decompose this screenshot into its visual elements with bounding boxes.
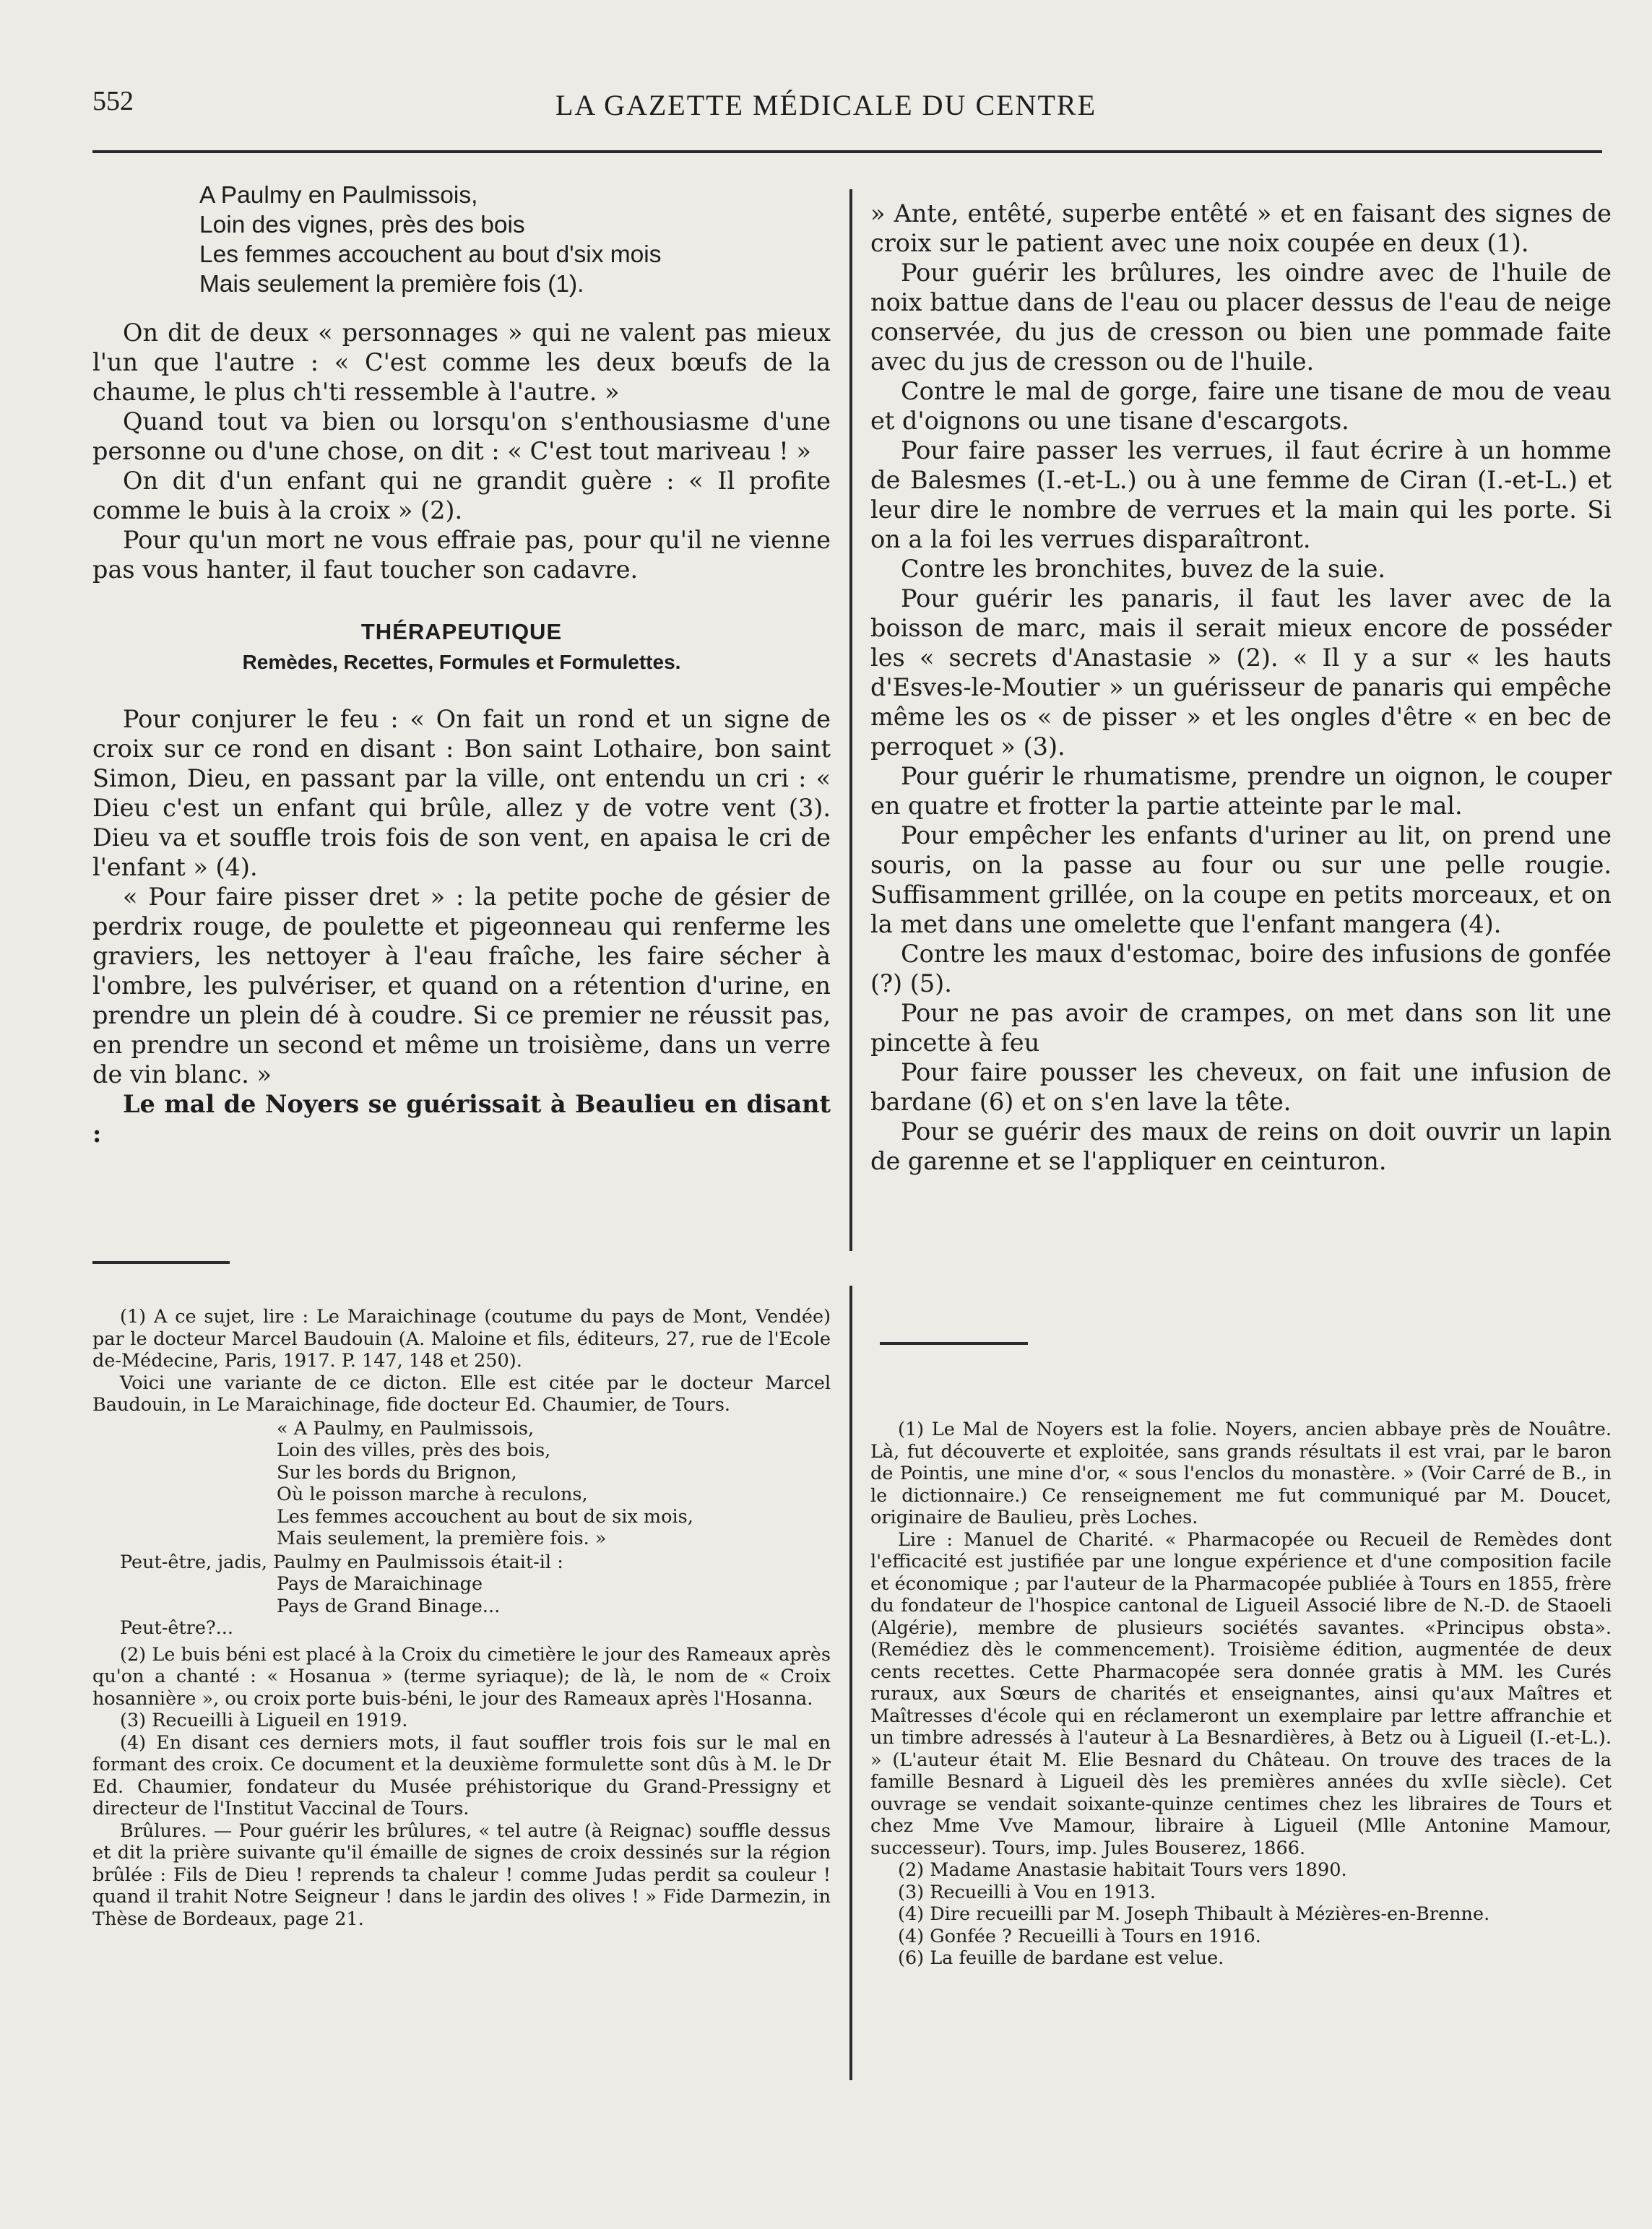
poem-line: Les femmes accouchent au bout d'six mois: [199, 241, 662, 268]
footnote-rule-right: [880, 1342, 1028, 1345]
paragraph: Pour faire pousser les cheveux, on fait une infusion de bardane (6) et on s'en lave la tête.: [870, 1058, 1612, 1116]
paragraph: Pour faire passer les verrues, il faut écrire à un homme de Balesmes (I.-et-L.) ou à une femme de Ciran (I.-et-L.) et leur dire le nombre de verrues et la main qui les porte. Si on a la foi les verrues disparaîtront.: [870, 436, 1612, 553]
footnote-poem: [277, 1418, 831, 1550]
opening-poem: [199, 181, 831, 299]
paragraph: Le mal de Noyers se guérissait à Beaulieu en disant :: [92, 1090, 831, 1148]
poem-line: Mais seulement, la première fois. »: [277, 1528, 607, 1549]
footnote: (1) A ce sujet, lire : Le Maraichinage (coutume du pays de Mont, Vendée) par le docteur Marcel Baudouin (A. Maloine et fils, éditeurs, 27, rue de l'Ecole de-Médecine, Paris, 1917. P. 147, 148 et 250).: [92, 1306, 831, 1372]
poem-line: Sur les bords du Brignon,: [277, 1461, 517, 1484]
paragraph: Contre les maux d'estomac, boire des infusions de gonfée (?) (5).: [870, 940, 1612, 997]
section-title: THÉRAPEUTIQUE: [360, 619, 563, 644]
poem-line: Loin des villes, près des bois,: [277, 1440, 551, 1461]
left-column: [92, 181, 831, 1148]
footnote: Voici une variante de ce dicton. Elle est citée par le docteur Marcel Baudouin, in Le Maraichinage, fide docteur Ed. Chaumier, de Tours.: [92, 1372, 831, 1416]
footnotes-left: [92, 1306, 831, 1930]
footnote: (4) En disant ces derniers mots, il faut souffler trois fois sur le mal en formant des croix. Ce document et la deuxième formulette sont dûs à M. le Dr Ed. Chaumier, fondateur du Musée préhistorique du Grand-Pressigny et directeur de l'Institut Vaccinal de Tours.: [92, 1731, 831, 1819]
poem-line: Mais seulement la première fois (1).: [199, 271, 584, 298]
paragraph: On dit d'un enfant qui ne grandit guère : « Il profite comme le buis à la croix » (2).: [92, 467, 831, 524]
paragraph: Pour qu'un mort ne vous effraie pas, pour qu'il ne vienne pas vous hanter, il faut toucher son cadavre.: [92, 526, 831, 584]
footnote: Peut-être?...: [120, 1617, 233, 1639]
page-number: 552: [92, 86, 134, 116]
header-rule: [92, 150, 1602, 153]
column-rule: [849, 189, 852, 1251]
footnote: (2) Le buis béni est placé à la Croix du cimetière le jour des Rameaux après qu'on a chanté : « Hosanua » (terme syriaque); de là, le nom de « Croix hosannière », ou croix porte buis-béni, le jour des Rameaux après l'Hosanna.: [92, 1643, 831, 1710]
column-rule-lower: [849, 1286, 852, 2080]
poem-line: A Paulmy en Paulmissois,: [199, 182, 478, 209]
footnote-rule-left: [92, 1261, 230, 1264]
poem-line: Loin des vignes, près des bois: [199, 212, 525, 238]
footnote: Peut-être, jadis, Paulmy en Paulmissois était-il :: [120, 1551, 563, 1573]
footnotes-right: [870, 1419, 1612, 1970]
footnote-line: Pays de Grand Binage...: [277, 1595, 501, 1617]
footnote-list: [870, 1859, 1612, 1970]
paragraph: Pour conjurer le feu : « On fait un rond et un signe de croix sur ce rond en disant : Bon saint Lothaire, bon saint Simon, Dieu, en passant par la ville, ont entendu un cri : « Dieu c'est un enfant qui brûle, allez y de votre vent (3). Dieu va et souffle trois fois de son vent, en apaisa le cri de l'enfant » (4).: [92, 705, 831, 881]
footnote: (2) Madame Anastasie habitait Tours vers 1890.: [898, 1859, 1347, 1881]
paragraph: Contre les bronchites, buvez de la suie.: [901, 555, 1386, 583]
right-column: [870, 199, 1612, 1176]
footnote: (3) Recueilli à Vou en 1913.: [898, 1881, 1156, 1903]
paragraph: Pour se guérir des maux de reins on doit ouvrir un lapin de garenne et se l'appliquer en ceinturon.: [870, 1117, 1612, 1175]
paragraph: » Ante, entêté, superbe entêté » et en faisant des signes de croix sur le patient avec une noix coupée en deux (1).: [870, 199, 1612, 257]
paragraph: Pour empêcher les enfants d'uriner au lit, on prend une souris, on la passe au four ou sur une pelle rougie. Suffisamment grillée, on la coupe en petits morceaux, et on la met dans une omelette que l'enfant mangera (4).: [870, 821, 1612, 938]
footnote: (6) La feuille de bardane est velue.: [898, 1947, 1224, 1969]
running-head: LA GAZETTE MÉDICALE DU CENTRE: [555, 89, 1097, 121]
footnote: Brûlures. — Pour guérir les brûlures, « tel autre (à Reignac) souffle dessus et dit la prière suivante qu'il émaille de signes de croix dessinés sur la région brûlée : Fils de Dieu ! reprends ta chaleur ! comme Judas perdit sa couleur ! quand il trahit Notre Seigneur ! dans le jardin des olives ! » Fide Darmezin, in Thèse de Bordeaux, page 21.: [92, 1819, 831, 1930]
paragraph: On dit de deux « personnages » qui ne valent pas mieux l'un que l'autre : « C'est comme les deux bœufs de la chaume, le plus ch'ti ressemble à l'autre. »: [92, 319, 831, 406]
footnote-line: Pays de Maraichinage: [277, 1573, 483, 1595]
footnote: (4) Dire recueilli par M. Joseph Thibault à Mézières-en-Brenne.: [898, 1903, 1490, 1925]
poem-line: Les femmes accouchent au bout de six mois,: [277, 1505, 693, 1528]
paragraph: Contre le mal de gorge, faire une tisane de mou de veau et d'oignons ou une tisane d'escargots.: [870, 377, 1612, 435]
paragraph: Quand tout va bien ou lorsqu'on s'enthousiasme d'une personne ou d'une chose, on dit : « C'est tout mariveau ! »: [92, 407, 831, 465]
paragraph: Pour guérir les brûlures, les oindre avec de l'huile de noix battue dans de l'eau ou placer dessus de l'eau de neige conservée, du jus de cresson ou bien une pommade faite avec du jus de cresson ou de l'huile.: [870, 259, 1612, 376]
footnote: Lire : Manuel de Charité. « Pharmacopée ou Recueil de Remèdes dont l'efficacité est justifiée par une longue expérience et d'une composition facile et économique ; par l'auteur de la Pharmacopée publiée à Tours en 1855, frère du fondateur de l'hospice cantonal de Ligueil Associé libre de N.-D. de Staoeli (Algérie), membre de plusieurs sociétés savantes. «Principus obsta». (Remédiez dès le commencement). Troisième édition, augmentée de deux cents recettes. Cette Pharmacopée sera donnée gratis à MM. les Curés ruraux, aux Sœurs de charités et enseignantes, ainsi qu'aux Maîtres et Maîtresses d'école qui en réclameront un exemplaire par lettre affranchie et un timbre adressés à l'auteur à La Besnardières, à Betz ou à Ligueil (I.-et-L.). » (L'auteur était M. Elie Besnard du Château. On trouve des traces de la famille Besnard à Ligueil dès les premières années du xvIIe siècle). Cet ouvrage se vendait soixante-quinze centimes chez les libraires de Tours et chez Mme Vve Mamour, libraire à Ligueil (Mlle Antonine Mamour, successeur). Tours, imp. Jules Bouserez, 1866.: [870, 1528, 1612, 1859]
poem-line: Où le poisson marche à reculons,: [277, 1484, 588, 1505]
footnote: (1) Le Mal de Noyers est la folie. Noyers, ancien abbaye près de Nouâtre. Là, fut découverte et exploitée, sans grands résultats il est vrai, par le baron de Pointis, une mine d'or, « sous l'enclos du monastère. » (Voir Carré de B., in le dictionnaire.) Ce renseignement me fut communiqué par M. Doucet, originaire de Baulieu, près Loches.: [870, 1419, 1612, 1528]
paragraph: Pour ne pas avoir de crampes, on met dans son lit une pincette à feu: [870, 999, 1612, 1057]
section-subtitle: Remèdes, Recettes, Formules et Formulettes.: [242, 651, 681, 673]
paragraph: Pour guérir les panaris, il faut les laver avec de la boisson de marc, mais il serait mieux encore de posséder les « secrets d'Anastasie » (2). « Il y a sur « les hauts d'Esves-le-Moutier » un guérisseur de panaris qui empêche même les os « de pisser » et les ongles d'être « en bec de perroquet » (3).: [870, 584, 1612, 761]
footnote: (4) Gonfée ? Recueilli à Tours en 1916.: [898, 1925, 1261, 1947]
footnote: (3) Recueilli à Ligueil en 1919.: [120, 1710, 408, 1731]
paragraph: Pour guérir le rhumatisme, prendre un oignon, le couper en quatre et frotter la partie atteinte par le mal.: [870, 762, 1612, 820]
poem-line: « A Paulmy, en Paulmissois,: [277, 1417, 535, 1440]
paragraph: « Pour faire pisser dret » : la petite poche de gésier de perdrix rouge, de poulette et pigeonneau qui renferme les graviers, les nettoyer à l'eau fraîche, les faire sécher à l'ombre, les pulvériser, et quand on a rétention d'urine, en prendre un plein dé à coudre. Si ce premier ne réussit pas, en prendre un second et même un troisième, dans un verre de vin blanc. »: [92, 883, 831, 1088]
